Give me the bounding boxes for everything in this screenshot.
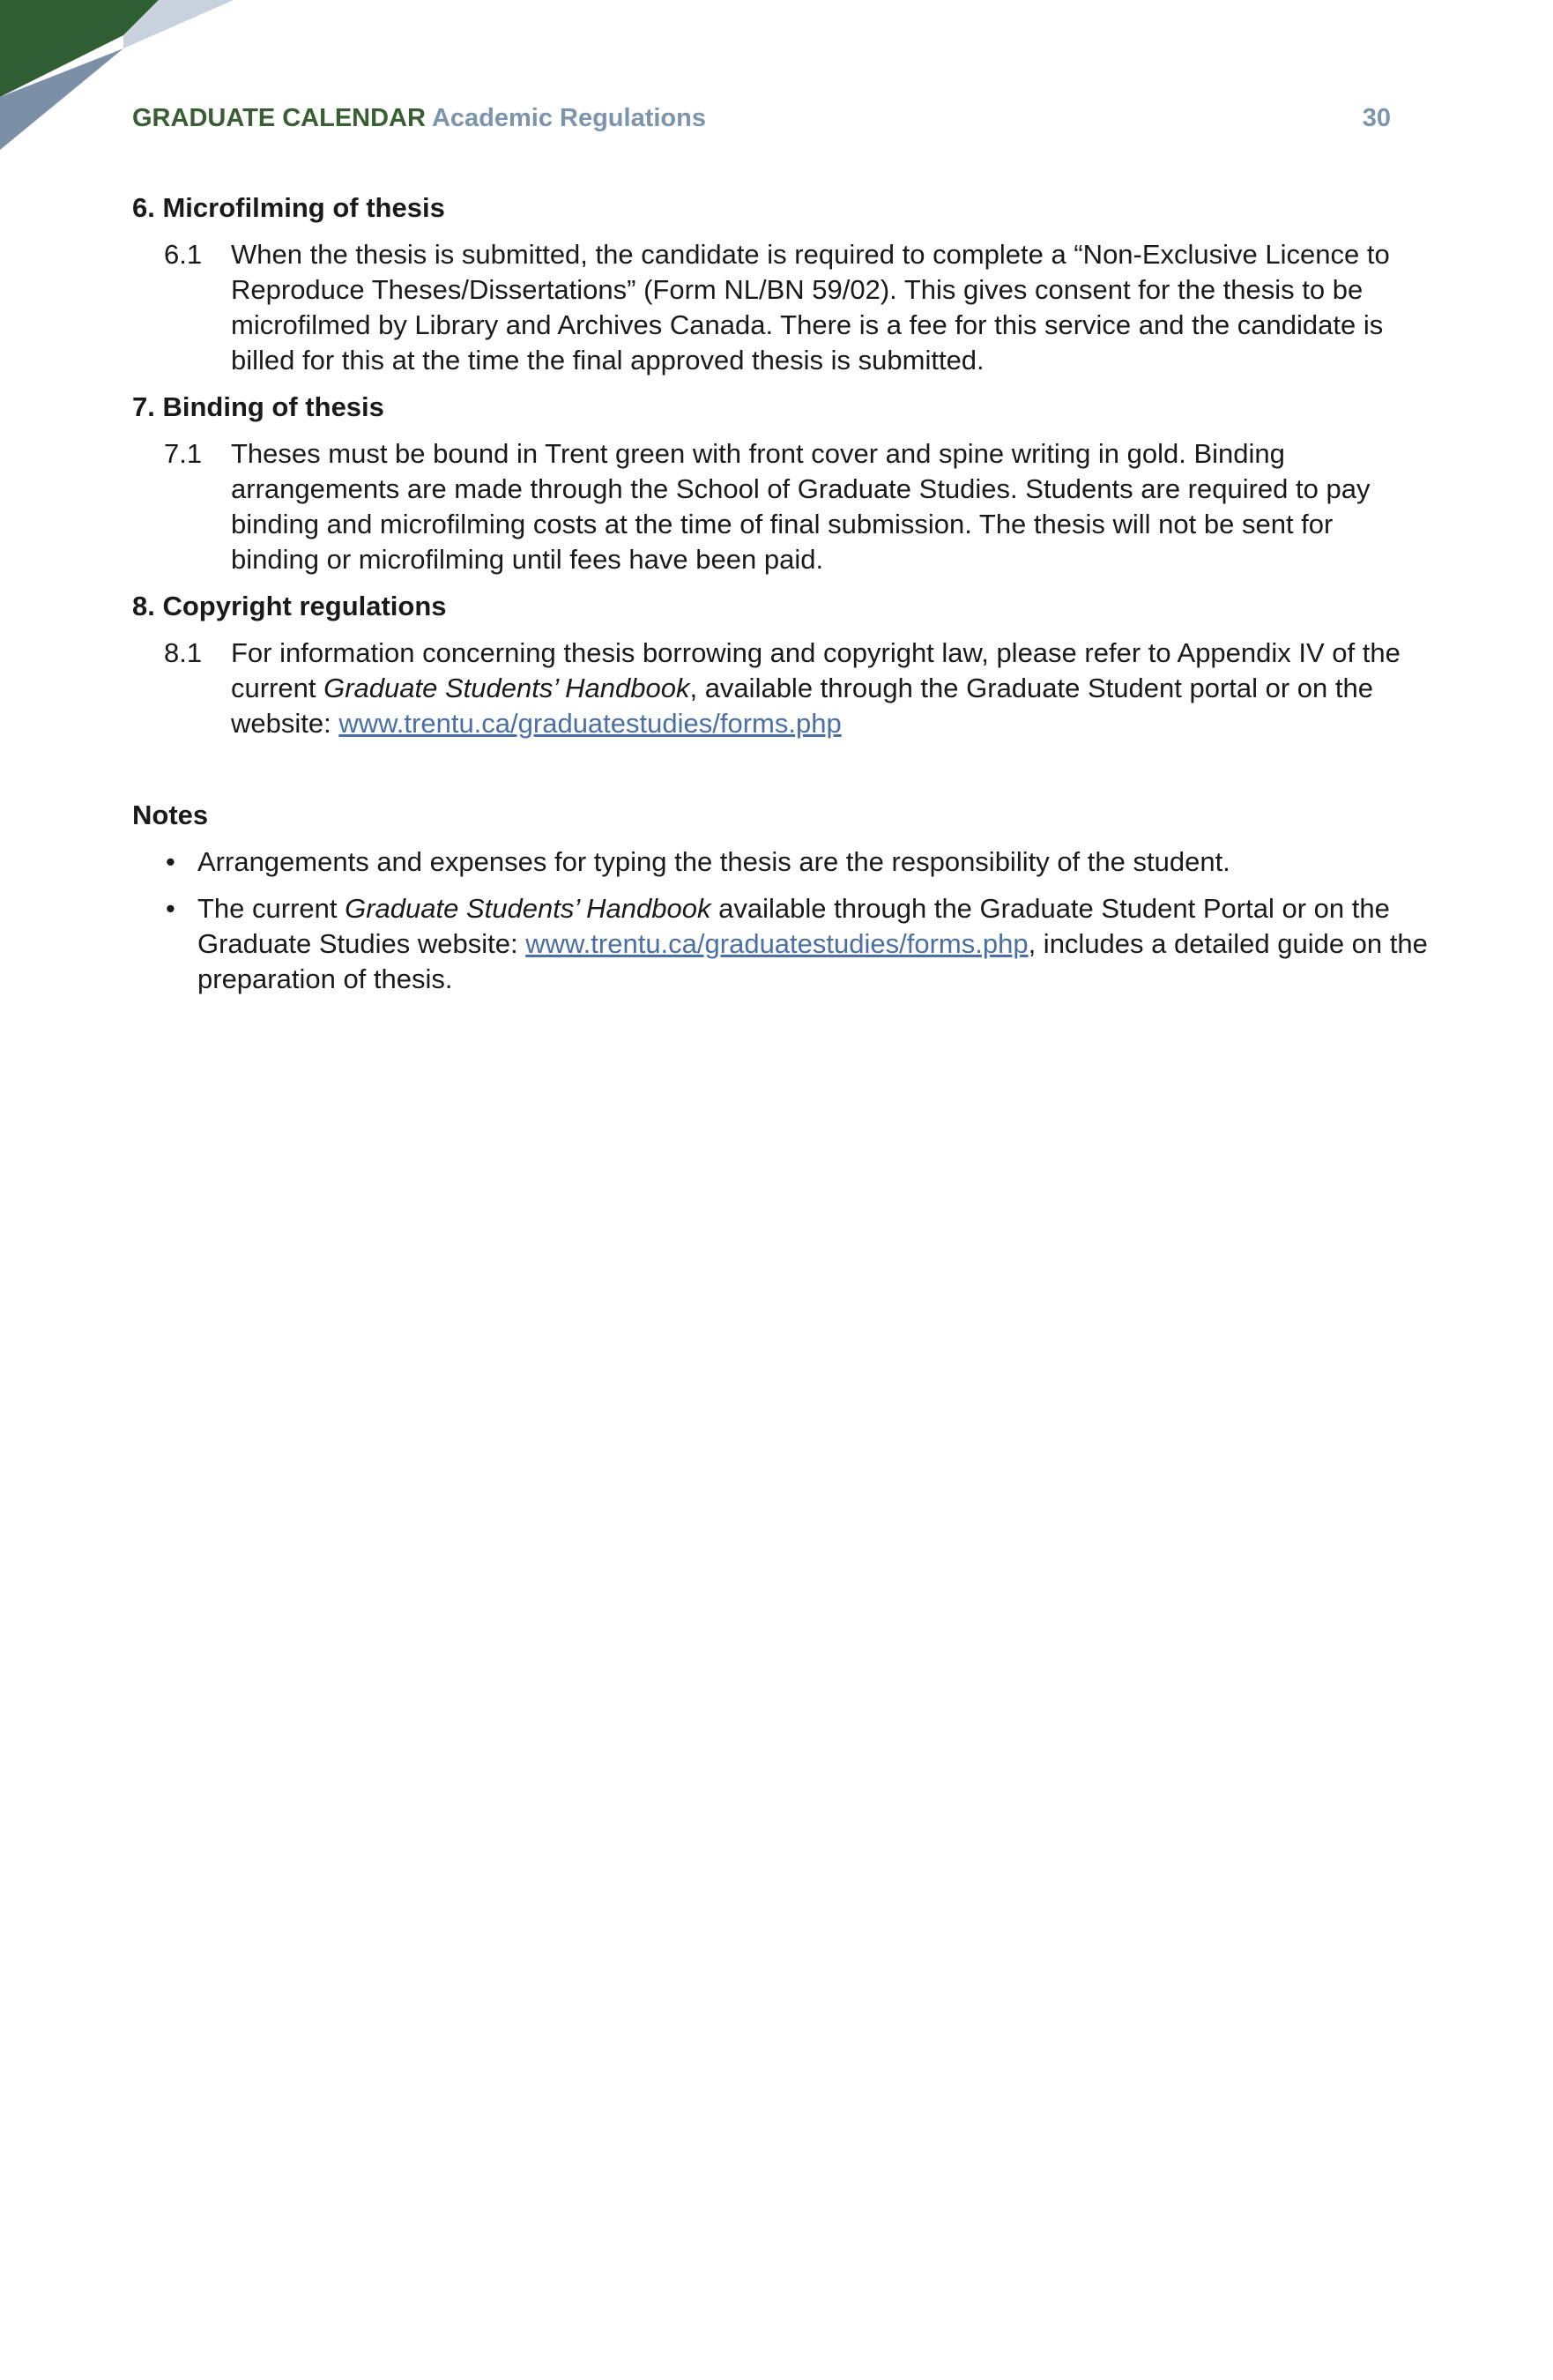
page-content (132, 190, 1428, 1008)
clause-text: Theses must be bound in Trent green with front cover and spine writing in gold. Binding arrangements are made through the School of Graduate Studies. Students are required to pay binding and microfilming costs at the time of final submission. The thesis will not be sent for binding or microfilming until fees have been paid. (231, 438, 1371, 575)
corner-decoration (0, 0, 264, 167)
note-item (132, 891, 1428, 997)
clause-number: 7.1 (164, 438, 203, 469)
note-text-start: The current (197, 893, 346, 924)
section-binding (132, 390, 1428, 577)
clause-6-1 (132, 237, 1428, 378)
clause-text-start: For information concerning thesis borrowing and copyright law, please refer to Appendix IV of the current (231, 637, 1401, 703)
handbook-title: Graduate Students’ Handbook (323, 673, 690, 703)
clause-text (231, 636, 1428, 741)
note-text: Arrangements and expenses for typing the thesis are the responsibility of the student. (197, 846, 1230, 877)
section-heading: 8. Copyright regulations (132, 591, 447, 621)
section-heading: 6. Microfilming of thesis (132, 192, 445, 223)
note-text-end: , includes a detailed guide on the preparation of thesis. (197, 928, 1428, 994)
header-subtitle: Academic Regulations (431, 104, 706, 132)
forms-link[interactable]: www.trentu.ca/graduatestudies/forms.php (525, 928, 1029, 959)
note-item (132, 844, 1428, 880)
bullet-icon: • (166, 846, 175, 877)
section-heading: 7. Binding of thesis (132, 391, 384, 422)
bullet-icon: • (166, 893, 175, 924)
clause-number: 6.1 (164, 239, 203, 270)
notes-section (132, 798, 1428, 997)
section-copyright (132, 589, 1428, 741)
clause-text-middle: , available through the Graduate Student portal or on the website: (231, 673, 1373, 739)
section-microfilming (132, 190, 1428, 378)
clause-8-1 (132, 636, 1428, 741)
notes-heading: Notes (132, 800, 209, 830)
page-header (132, 100, 1391, 136)
notes-list (132, 844, 1428, 997)
handbook-title: Graduate Students’ Handbook (345, 893, 711, 924)
page-number: 30 (1362, 104, 1391, 132)
clause-number: 8.1 (164, 637, 203, 668)
clause-text: When the thesis is submitted, the candidate is required to complete a “Non-Exclusive Licence to Reproduce Theses/Dissertations” (Form NL/BN 59/02). This gives consent for the thesis to be microfilmed by Library and Archives Canada. There is a fee for this service and the candidate is billed for this at the time the final approved thesis is submitted. (231, 239, 1390, 376)
forms-link[interactable]: www.trentu.ca/graduatestudies/forms.php (338, 708, 842, 739)
note-text-middle: available through the Graduate Student Portal or on the Graduate Studies website: (197, 893, 1390, 959)
clause-7-1 (132, 436, 1428, 577)
spacer (132, 753, 1428, 798)
header-title: GRADUATE CALENDAR (132, 104, 426, 132)
